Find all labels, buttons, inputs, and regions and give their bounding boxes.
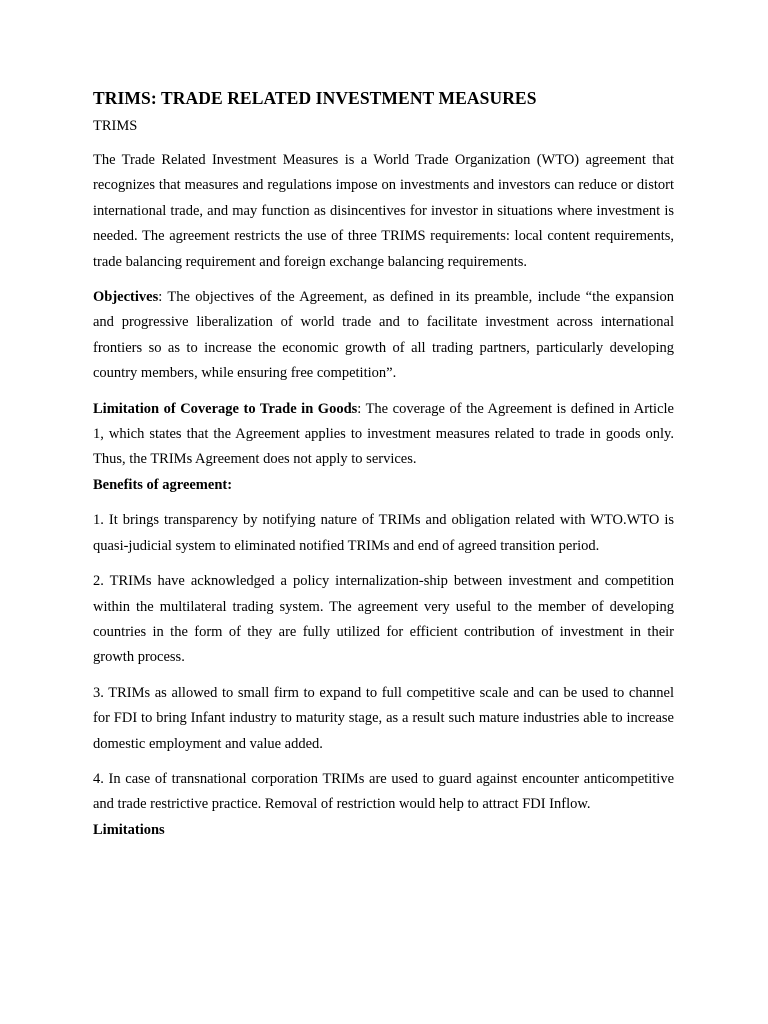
limitations-heading: Limitations	[93, 821, 165, 838]
objectives-paragraph	[93, 285, 674, 387]
document-page	[93, 84, 674, 843]
benefits-heading: Benefits of agreement:	[93, 476, 233, 493]
benefit-item-2: 2. TRIMs have acknowledged a policy internalization-ship between investment and competition within the multilateral trading system. The agreement very useful to the member of developing countries in the form of they are fully utilized for efficient contribution of investment in their growth process.	[93, 573, 674, 666]
coverage-paragraph	[93, 397, 674, 473]
intro-paragraph: The Trade Related Investment Measures is a World Trade Organization (WTO) agreement that recognizes that measures and regulations impose on investments and investors can reduce or distort international trade, and may function as disincentives for investor in situations where investment is needed. The agreement restricts the use of three TRIMS requirements: local content requirements, trade balancing requirement and foreign exchange balancing requirements.	[93, 152, 674, 270]
coverage-label: Limitation of Coverage to Trade in Goods	[93, 400, 358, 417]
coverage-text: : The coverage of the Agreement is defined in Article 1, which states that the Agreement applies to investment measures related to trade in goods only. Thus, the TRIMs Agreement does not apply to services.	[93, 400, 674, 468]
benefit-item-1: 1. It brings transparency by notifying nature of TRIMs and obligation related with WTO.WTO is quasi-judicial system to eliminated notified TRIMs and end of agreed transition period.	[93, 512, 674, 554]
benefit-item-3: 3. TRIMs as allowed to small firm to expand to full competitive scale and can be used to channel for FDI to bring Infant industry to maturity stage, as a result such mature industries able to increase domestic employment and value added.	[93, 684, 674, 752]
document-title: TRIMS: TRADE RELATED INVESTMENT MEASURES	[93, 88, 537, 108]
objectives-text: : The objectives of the Agreement, as defined in its preamble, include “the expansion and progressive liberalization of world trade and to facilitate investment across international frontiers so as to increase the economic growth of all trading partners, particularly developing country members, while ensuring free competition”.	[93, 289, 674, 382]
document-subtitle: TRIMS	[93, 118, 138, 134]
benefit-item-4: 4. In case of transnational corporation TRIMs are used to guard against encounter anticompetitive and trade restrictive practice. Removal of restriction would help to attract FDI Inflow.	[93, 770, 674, 813]
objectives-label: Objectives	[93, 289, 159, 306]
